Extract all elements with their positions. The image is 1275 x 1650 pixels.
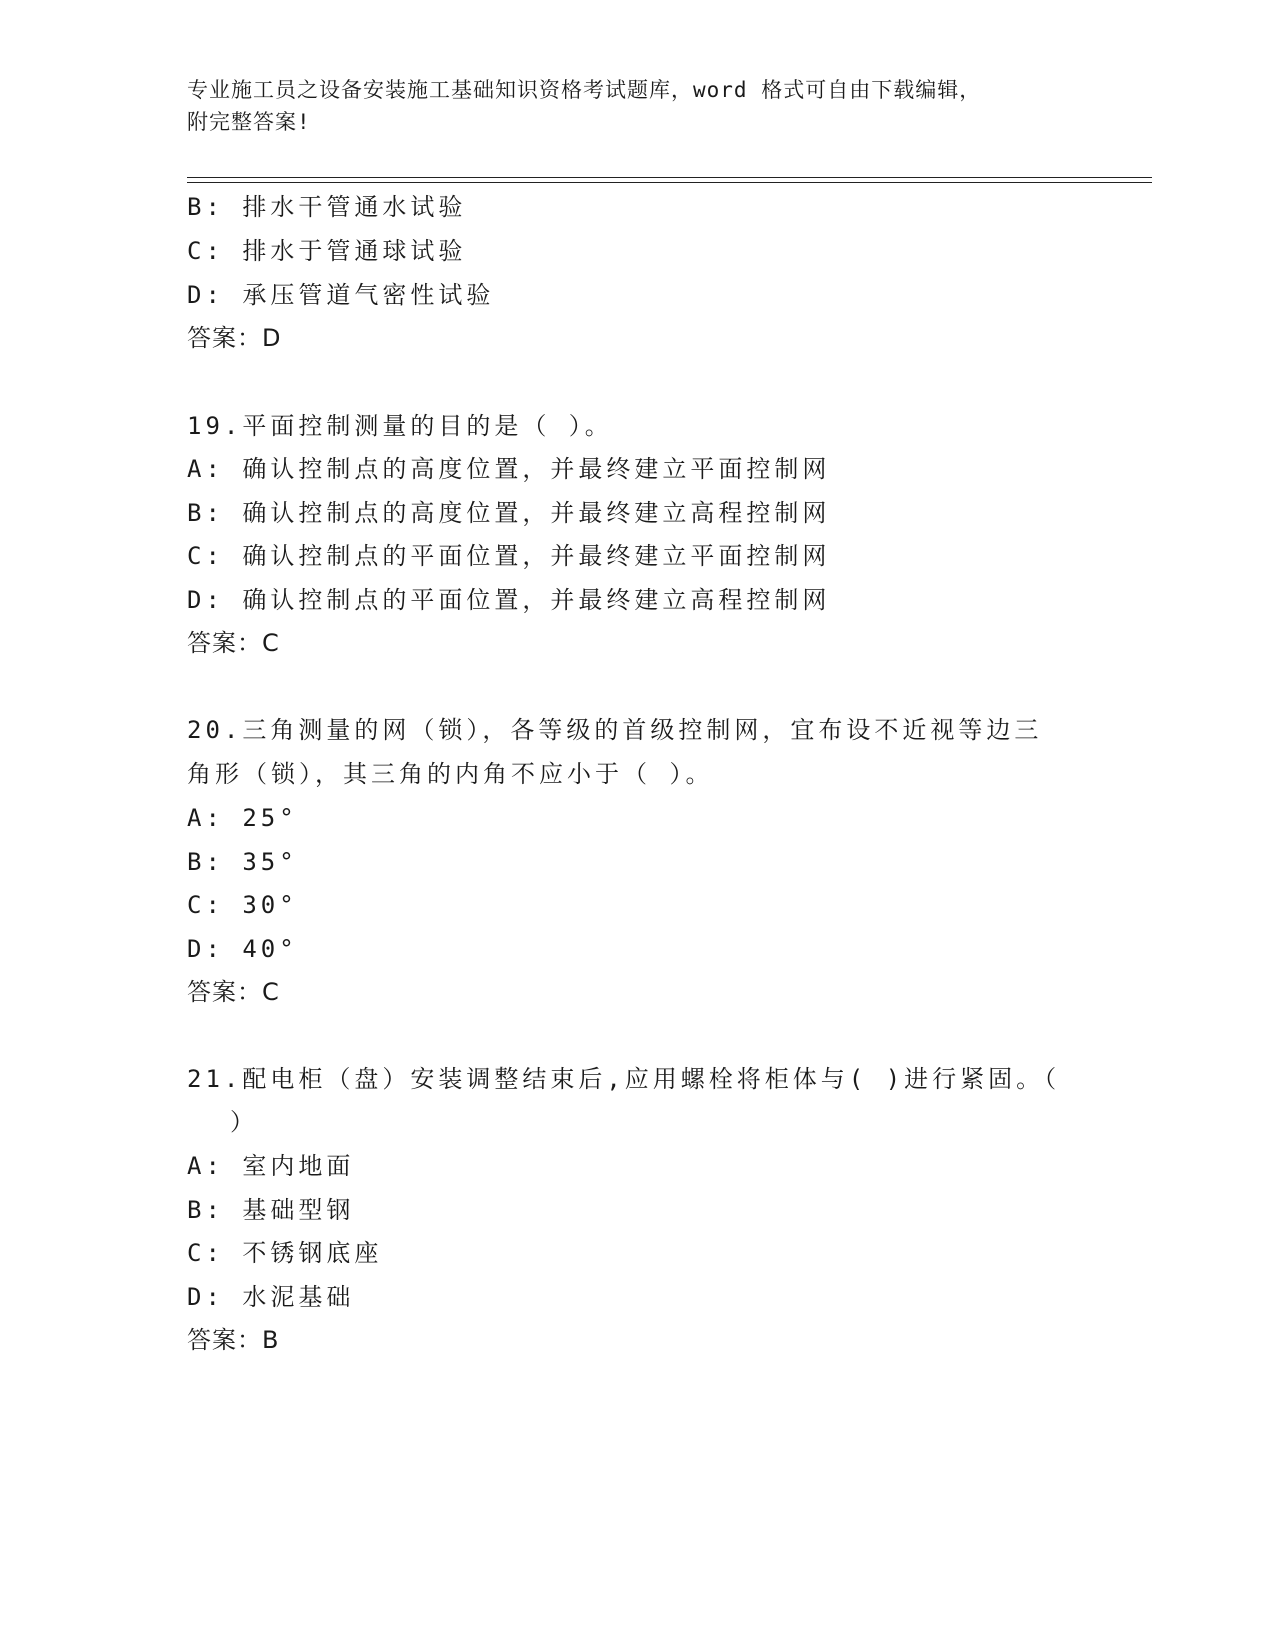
q21-option-b: B: 基础型钢	[187, 1196, 355, 1224]
q20-question-line-1: 20.三角测量的网（锁），各等级的首级控制网，宜布设不近视等边三	[187, 716, 1043, 744]
header-divider-bottom	[187, 182, 1152, 183]
q21-question-line-2: ）	[230, 1108, 258, 1136]
q21-question-line-1: 21.配电柜（盘）安装调整结束后,应用螺栓将柜体与( )进行紧固。（	[187, 1065, 1061, 1093]
q21-answer: 答案：B	[187, 1326, 280, 1354]
document-header	[187, 74, 1087, 138]
header-title-line-1: 专业施工员之设备安装施工基础知识资格考试题库，word 格式可自由下载编辑，	[187, 78, 982, 102]
q21-option-c: C: 不锈钢底座	[187, 1239, 383, 1267]
header-divider-top	[187, 177, 1152, 178]
q20-option-d: D: 40°	[187, 935, 298, 963]
q20-option-c: C: 30°	[187, 891, 298, 919]
q20-option-a: A: 25°	[187, 804, 298, 832]
q18-option-c: C: 排水于管通球试验	[187, 237, 467, 265]
q18-option-b: B: 排水干管通水试验	[187, 193, 467, 221]
q19-question: 19.平面控制测量的目的是（ ）。	[187, 412, 613, 440]
q19-option-a: A: 确认控制点的高度位置，并最终建立平面控制网	[187, 455, 831, 483]
q20-question-line-2: 角形（锁），其三角的内角不应小于（ ）。	[187, 760, 714, 788]
header-title-line-2: 附完整答案!	[187, 110, 311, 134]
q21-option-d: D: 水泥基础	[187, 1283, 355, 1311]
q18-option-d: D: 承压管道气密性试验	[187, 281, 495, 309]
q19-option-b: B: 确认控制点的高度位置，并最终建立高程控制网	[187, 499, 831, 527]
q19-answer: 答案：C	[187, 629, 280, 657]
q19-option-d: D: 确认控制点的平面位置，并最终建立高程控制网	[187, 586, 831, 614]
q20-answer: 答案：C	[187, 978, 280, 1006]
q19-option-c: C: 确认控制点的平面位置，并最终建立平面控制网	[187, 542, 831, 570]
q21-option-a: A: 室内地面	[187, 1152, 355, 1180]
q18-answer: 答案：D	[187, 324, 282, 352]
q20-option-b: B: 35°	[187, 848, 298, 876]
